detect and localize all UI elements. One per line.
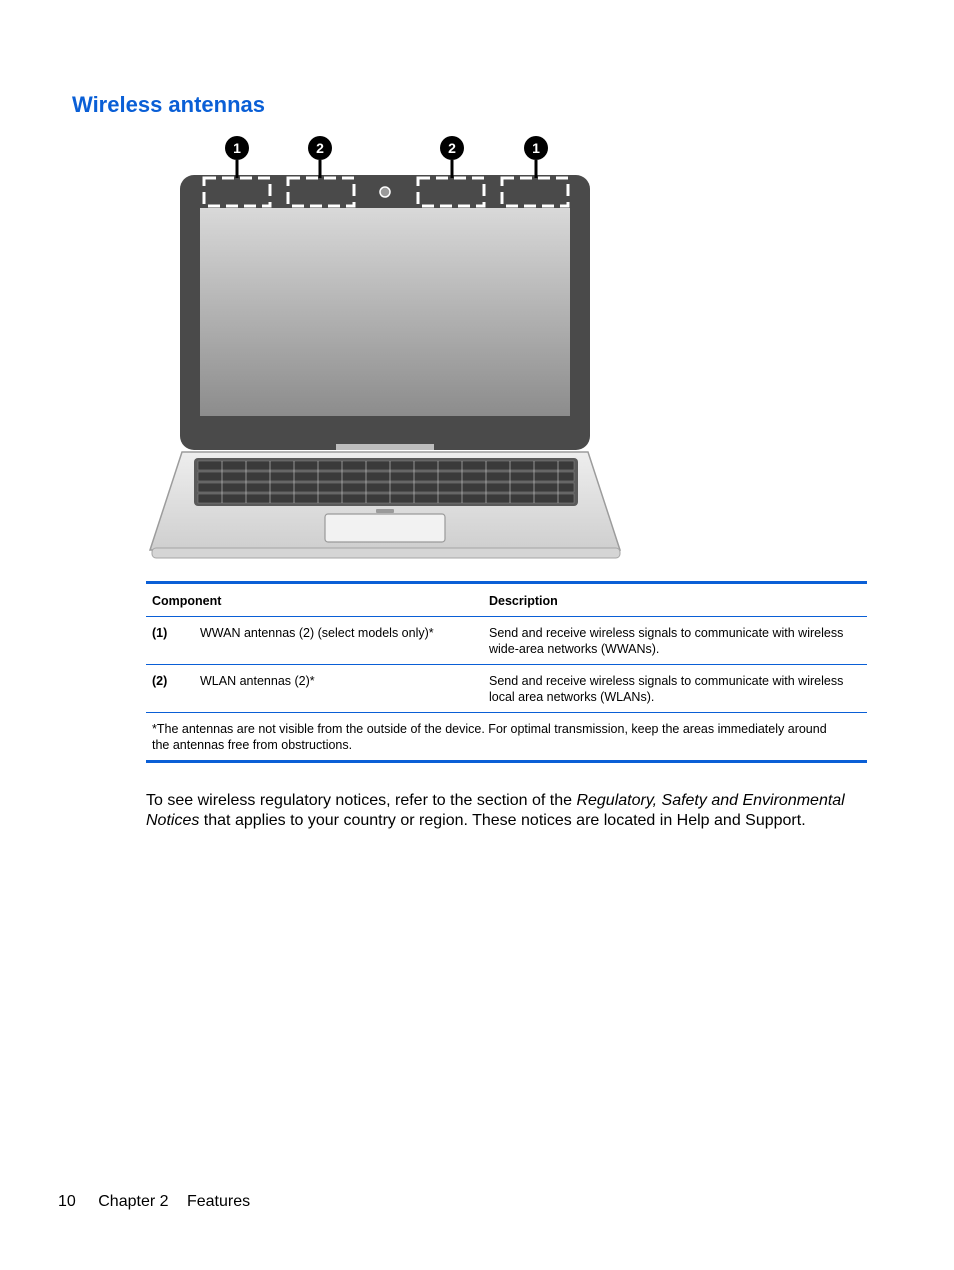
page-footer [58,1193,250,1211]
row-description-line-1: Send and receive wireless signals to communicate with wireless [489,626,844,640]
svg-text:1: 1 [233,140,241,156]
table-footnote-row [146,713,867,762]
laptop-illustration [140,130,640,570]
paragraph-text-after: that applies to your country or region. These notices are located in Help and Support. [199,812,806,829]
laptop-diagram [140,130,640,570]
svg-text:2: 2 [448,140,456,156]
svg-text:1: 1 [532,140,540,156]
row-number: (2) [146,665,194,713]
touchpad [325,514,445,542]
component-table [146,581,867,763]
base-front-edge [152,548,620,558]
row-description [483,617,867,665]
page-title: Wireless antennas [72,92,265,117]
footer-chapter: Chapter 2 [98,1193,169,1210]
table-row [146,665,867,713]
page-number: 10 [58,1193,76,1210]
webcam-icon [380,187,390,197]
paragraph-text-before: To see wireless regulatory notices, refer to the section of the [146,792,577,809]
row-number: (1) [146,617,194,665]
row-component: WWAN antennas (2) (select models only)* [194,617,483,665]
footer-section: Features [186,1193,251,1210]
footnote-line-2: the antennas free from obstructions. [152,738,353,752]
table-header-row [146,583,867,617]
row-description-line-2: local area networks (WLANs). [489,690,655,704]
row-description [483,665,867,713]
row-component: WLAN antennas (2)* [194,665,483,713]
hinge [336,444,434,450]
notices-title: Regulatory, Safety and Environmental Notices [146,792,845,829]
row-description-line-1: Send and receive wireless signals to communicate with wireless [489,674,844,688]
footnote-line-1: *The antennas are not visible from the outside of the device. For optimal transmission, keep the areas immediately around [152,722,827,736]
column-header-component: Component [146,583,483,617]
svg-text:2: 2 [316,140,324,156]
column-header-description: Description [483,583,867,617]
row-description-line-2: wide-area networks (WWANs). [489,642,660,656]
table-footnote [146,713,867,762]
display-screen [200,208,570,416]
regulatory-paragraph [146,791,866,831]
table-row [146,617,867,665]
touchpad-button [376,509,394,513]
